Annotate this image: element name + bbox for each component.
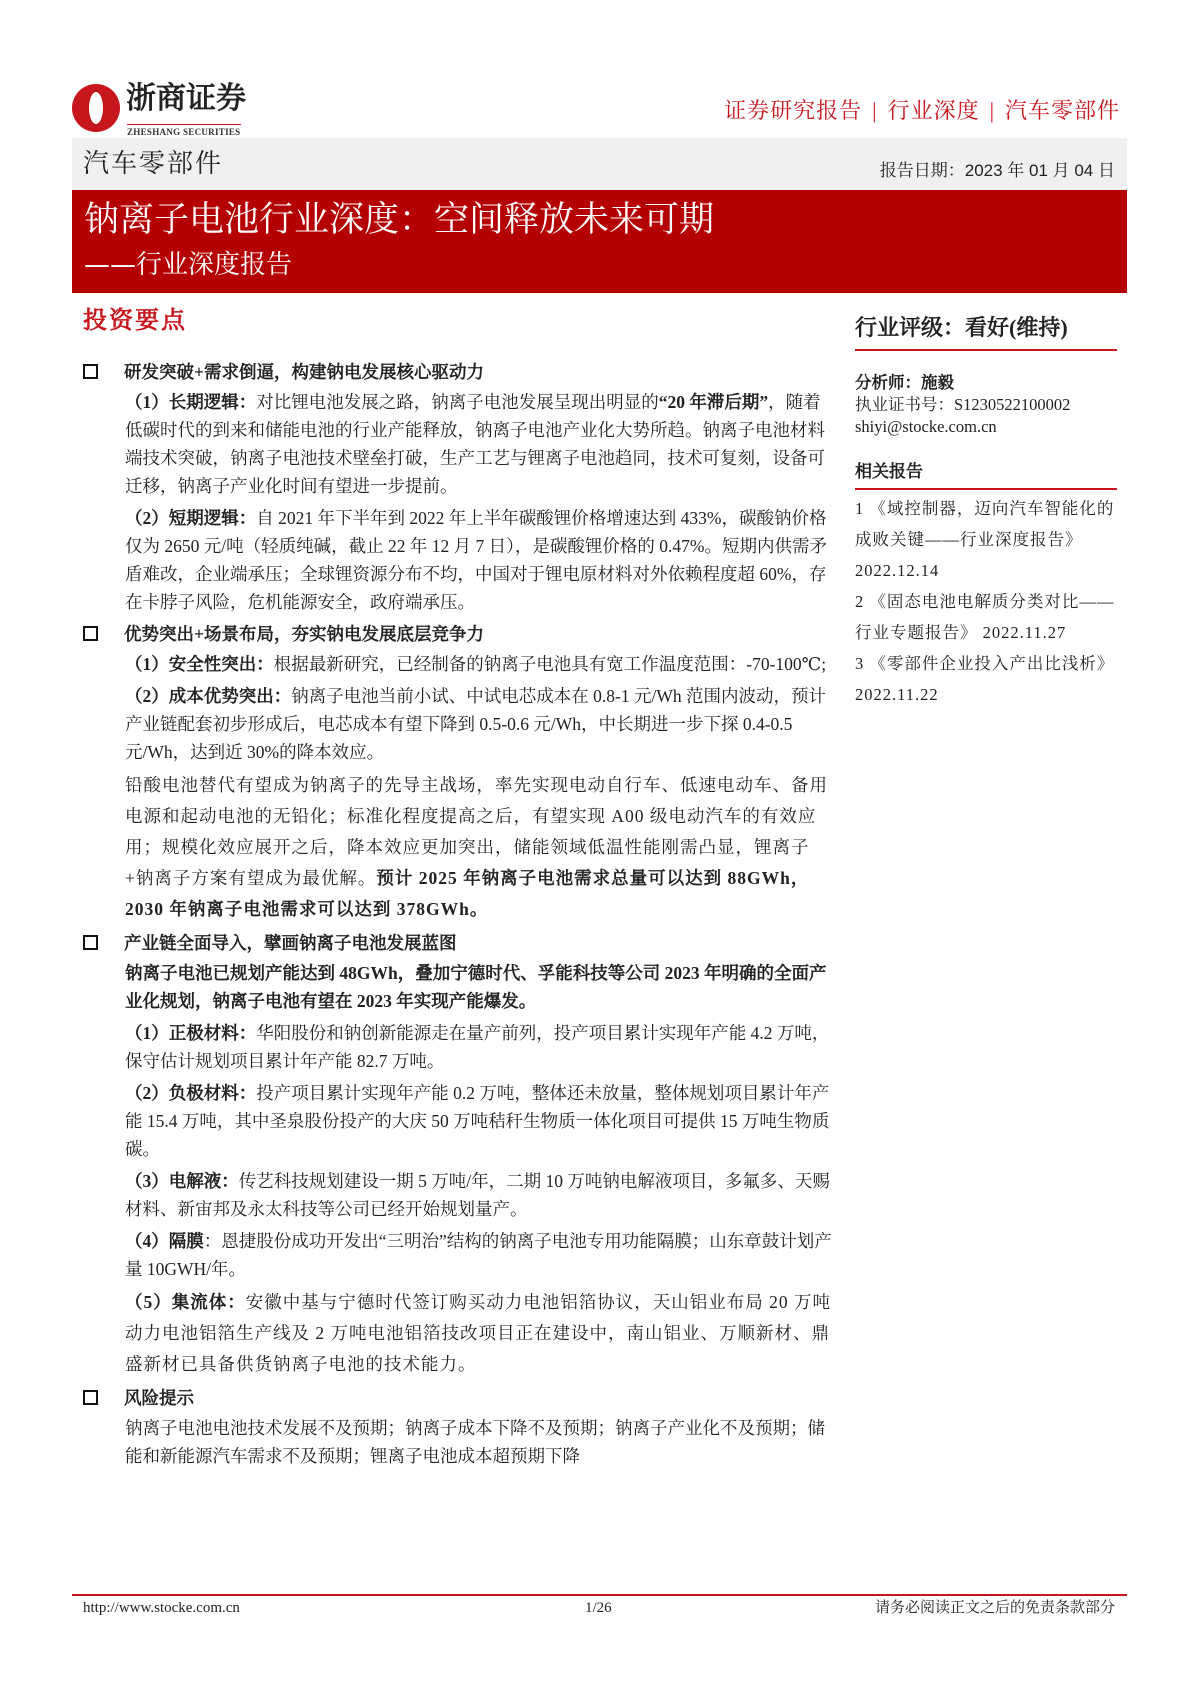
report-title: 钠离子电池行业深度：空间释放未来可期	[84, 200, 715, 240]
header-breadcrumb	[724, 94, 1120, 125]
lead: （1）安全性突出：	[125, 654, 274, 674]
crumb-sep: |	[989, 98, 995, 123]
point-heading	[83, 1384, 835, 1412]
related-reports-list	[855, 493, 1117, 710]
text: 对比锂电池发展之路，钠离子电池发展呈现出明显的	[256, 392, 659, 412]
text: 安徽中基与宁德时代签订购买动力电池铝箔协议，天山铝业布局 20 万吨动力电池铝箔生产线及 2 万吨电池铝箔技改项目正在建设中，南山铝业、万顺新材、鼎盛新材已具备供货钠离子电池的技术能力。	[125, 1292, 831, 1374]
company-logo	[72, 80, 272, 142]
main-content	[83, 354, 835, 1474]
logo-english: ZHESHANG SECURITIES	[127, 124, 241, 138]
report-subtitle: ——行业深度报告	[84, 250, 293, 280]
text: 传艺科技规划建设一期 5 万吨/年，二期 10 万吨钠电解液项目，多氟多、天赐材料、新宙邦及永太科技等公司已经开始规划量产。	[125, 1171, 830, 1219]
footer-disclaimer: 请务必阅读正文之后的免责条款部分	[874, 1600, 1115, 1616]
paragraph	[125, 682, 833, 766]
heading-text: 风险提示	[124, 1388, 194, 1408]
industry-rating: 行业评级：看好(维持)	[855, 315, 1068, 340]
logo-text: 浙商证券	[126, 81, 246, 116]
analyst-name: 分析师：施毅	[855, 373, 954, 392]
lead: （4）隔膜	[125, 1231, 204, 1251]
logo-mark-icon	[72, 84, 120, 132]
certificate-number: 执业证书号：S1230522100002	[855, 395, 1071, 414]
lead: （5）集流体：	[125, 1292, 246, 1312]
lead: （2）短期逻辑：	[125, 508, 257, 528]
text: 投产项目累计实现年产能 0.2 万吨，整体还未放量，整体规划项目累计年产能 15.4 万吨，其中圣泉股份投产的大庆 50 万吨秸秆生物质一体化项目可提供 15 万吨生物质碳。	[125, 1083, 830, 1159]
emphasis: 预计 2025 年钠离子电池需求总量可以达到 88GWh，2030 年钠离子电池需求可以达到 378GWh。	[125, 868, 810, 919]
text: 自 2021 年下半年到 2022 年上半年碳酸锂价格增速达到 433%，碳酸钠价格仅为 2650 元/吨（轻质纯碱，截止 22 年 12 月 7 日），是碳酸锂价格的 0.47%。短期内供需矛盾难改，企业端承压；全球锂资源分布不均，中国对于锂电原材料对外依赖程度超 60%，存在卡脖子风险，危机能源安全，政府端承压。	[125, 508, 827, 612]
crumb-report-type: 证券研究报告	[724, 98, 863, 123]
title-banner	[72, 190, 1127, 293]
text: ，随着低碳时代的到来和储能电池的行业产能释放，钠离子电池产业化大势所趋。钠离子电池材料端技术突破，钠离子电池技术壁垒打破，生产工艺与锂离子电池趋同，技术可复刻，设备可迁移，钠离子产业化时间有望进一步提前。	[125, 392, 825, 496]
text: 铅酸电池替代有望成为钠离子的先导主战场，率先实现电动自行车、低速电动车、备用电源和起动电池的无铅化；标准化程度提高之后，有望实现 A00 级电动汽车的有效应用；规模化效应展开之后，降本效应更加突出，储能领域低温性能刚需凸显，锂离子+钠离子方案有望成为最优解。	[125, 775, 828, 888]
emphasis: “20 年滞后期”	[658, 392, 769, 412]
paragraph	[125, 650, 833, 678]
paragraph	[125, 504, 833, 616]
paragraph	[125, 1167, 833, 1223]
footer-divider	[72, 1594, 1127, 1596]
paragraph	[125, 388, 833, 500]
date-label: 报告日期：	[879, 161, 965, 180]
divider	[855, 349, 1117, 351]
paragraph: 钠离子电池已规划产能达到 48GWh，叠加宁德时代、孚能科技等公司 2023 年明确的全面产业化规划，钠离子电池有望在 2023 年实现产能爆发。	[125, 963, 827, 1011]
lead: （2）成本优势突出：	[125, 686, 292, 706]
page-number: 1/26	[585, 1600, 612, 1616]
crumb-sep: |	[872, 98, 878, 123]
crumb-industry: 汽车零部件	[1004, 98, 1120, 123]
text: 根据最新研究，已经制备的钠离子电池具有宽工作温度范围：-70-100℃;	[273, 654, 827, 674]
heading-text: 优势突出+场景布局，夯实钠电发展底层竞争力	[124, 624, 484, 644]
point-heading	[83, 620, 835, 648]
divider	[855, 488, 1117, 490]
related-report-item[interactable]: 2 《固态电池电解质分类对比——行业专题报告》 2022.11.27	[855, 592, 1115, 642]
paragraph	[125, 1287, 833, 1380]
related-report-item[interactable]: 3 《零部件企业投入产出比浅析》 2022.11.22	[855, 654, 1115, 704]
section-label: 投资要点	[83, 308, 187, 334]
crumb-category: 行业深度	[887, 98, 980, 123]
industry-name: 汽车零部件	[83, 149, 224, 178]
lead: （1）长期逻辑：	[125, 392, 257, 412]
text: 华阳股份和钠创新能源走在量产前列，投产项目累计实现年产能 4.2 万吨，保守估计规划项目累计年产能 82.7 万吨。	[125, 1023, 830, 1071]
industry-band	[72, 138, 1127, 190]
related-reports-title: 相关报告	[855, 462, 923, 481]
date-value: 2023 年 01 月 04 日	[964, 161, 1115, 180]
related-report-item[interactable]: 1 《域控制器，迈向汽车智能化的成败关键——行业深度报告》 2022.12.14	[855, 499, 1115, 580]
footer-url[interactable]: http://www.stocke.com.cn	[83, 1600, 240, 1616]
checkbox-bullet-icon	[83, 935, 98, 950]
report-date	[880, 160, 1115, 182]
text: ：恩捷股份成功开发出“三明治”结构的钠离子电池专用功能隔膜；山东章鼓计划产量 10GWH/年。	[125, 1231, 832, 1279]
paragraph	[125, 1019, 833, 1075]
analyst-email[interactable]: shiyi@stocke.com.cn	[855, 417, 997, 436]
paragraph	[125, 770, 833, 925]
lead: （3）电解液：	[125, 1171, 239, 1191]
paragraph	[125, 1079, 833, 1163]
point-heading	[83, 929, 835, 957]
checkbox-bullet-icon	[83, 364, 98, 379]
lead: （1）正极材料：	[125, 1023, 257, 1043]
point-heading	[83, 358, 835, 386]
checkbox-bullet-icon	[83, 1390, 98, 1405]
heading-text: 研发突破+需求倒逼，构建钠电发展核心驱动力	[124, 362, 484, 382]
paragraph	[125, 1227, 833, 1283]
lead: （2）负极材料：	[125, 1083, 257, 1103]
analyst-info	[855, 372, 1117, 438]
paragraph: 钠离子电池电池技术发展不及预期；钠离子成本下降不及预期；钠离子产业化不及预期；储能和新能源汽车需求不及预期；锂离子电池成本超预期下降	[125, 1418, 825, 1466]
checkbox-bullet-icon	[83, 626, 98, 641]
heading-text: 产业链全面导入，擘画钠离子电池发展蓝图	[124, 933, 457, 953]
text: 钠离子电池当前小试、中试电芯成本在 0.8-1 元/Wh 范围内波动，预计产业链配套初步形成后，电芯成本有望下降到 0.5-0.6 元/Wh，中长期进一步下探 0.4-0.5 元/Wh，达到近 30%的降本效应。	[125, 686, 826, 762]
